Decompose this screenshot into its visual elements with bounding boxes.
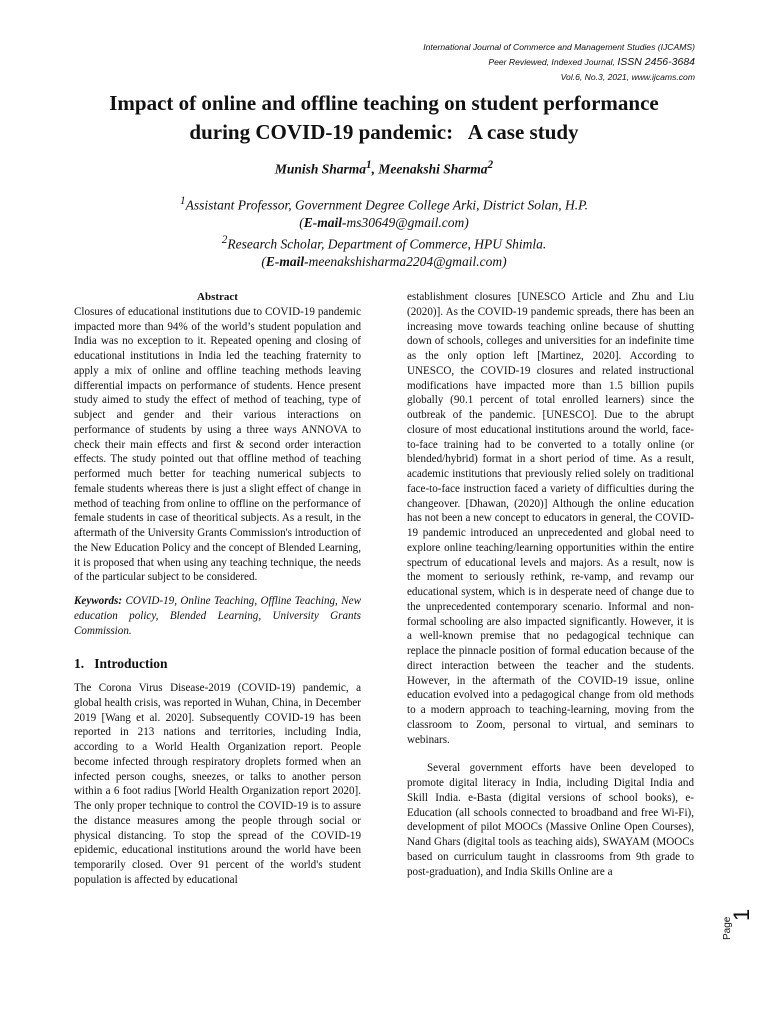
affiliation-2: [0, 232, 768, 253]
journal-header: [423, 40, 695, 85]
introduction-paragraph-1: The Corona Virus Disease-2019 (COVID-19) pandemic, a global health crisis, was reported in Wuhan, China, in December 2019 [Wang et al. 2020]. Subsequently COVID-19 has been reported in 213 nations and territories, including India, according to a World Health Organization report. People become infected through respiratory droplets formed when an infected person coughs, sneezes, or talks to another person within a 6 foot radius [World Health Organization report 2020]. The only proper technique to control the COVID-19 is to assure the distance measures among the people through social or physical distancing. To stop the spread of the COVID-19 epidemic, educational institutions around the world have been temporarily closed. Over 91 percent of the world's student population is affected by educational: [74, 682, 361, 886]
paper-title: [40, 89, 728, 147]
affiliation-1-email-label: E-mail-: [303, 215, 347, 230]
page-number-marker: [718, 885, 754, 945]
journal-issn: ISSN 2456-3684: [617, 56, 695, 68]
affiliation-2-email-address: meenakshisharma2204@gmail.com: [308, 253, 503, 269]
affiliation-2-email-label: E-mail-: [265, 253, 309, 269]
author-2-sup: 2: [487, 159, 494, 171]
journal-indexing-text: Peer Reviewed, Indexed Journal,: [488, 57, 618, 67]
paper-title-line1: Impact of online and offline teaching on student performance: [109, 91, 659, 115]
journal-indexing: [423, 55, 695, 70]
keywords: [74, 594, 361, 638]
keywords-label: Keywords:: [74, 595, 123, 607]
affiliation-1-email: (E-mail-ms30649@gmail.com): [299, 215, 469, 230]
abstract-body: Closures of educational institutions due to COVID-19 pandemic impacted more than 94% of the world’s student population and India was no exception to it. Repeated opening and closing of educational institutions in India led the teaching fraternity to apply a mix of online and offline teaching methods leaving differential impacts on performance of students. Hence present study aimed to study the effect of method of teaching, type of subject and gender and their various interactions on performance of students by using a three ways ANNOVA to check their main effects and first & second order interaction effects. The study pointed out that offline method of teaching performed much better for teaching numerical subjects to female students whereas there is just a slight effect of change in method of teaching from online to offline on the performance of female students in case of theoritical subjects. As a result, in the aftermath of the University Grants Commission's introduction of the New Education Policy and the concept of Blended Learning, it is proposed that when using any teaching technique, the needs of the particular subject to be considered.: [74, 305, 362, 584]
paper-title-line2: during COVID-19 pandemic: A case study: [189, 120, 579, 144]
page-label: Page: [722, 916, 733, 940]
affiliation-2-text: Research Scholar, Department of Commerce, HPU Shimla.: [227, 236, 547, 251]
introduction-paragraph-1-continued: establishment closures [UNESCO Article and Zhu and Liu (2020)]. As the COVID-19 pandemic spreads, there has been an increasing move towards teaching online because of shutting down of schools, colleges and universities for an indefinite time as the only option left [Martinez, 2020]. According to UNESCO, the COVID-19 closures and related instructional modifications have impacted more than 1.5 billion pupils globally (90.1 percent of total enrolled learners) since the outbreak of the pandemic. [UNESCO]. Due to the abrupt closure of most educational institutions around the world, face-to-face training had to be converted to a totally online (or blended/hybrid) format in a short period of time. As a result, academic institutions that previously relied solely on traditional face-to-face instruction faced a variety of difficulties during the changeover. [Dhawan, (2020)] Although the online education has not been a new concept to educators in general, the COVID-19 pandemic introduced an unprecedented and global need to explore online teaching/learning opportunities within the entire spectrum of educational levels and majors. As a result, now is the moment to seriously rethink, re-vamp, and revamp our educational system, which is in desperate need of change due to the unprecedented contemporary scenario. Informal and non-formal schooling are also impacted significantly. However, it is a well-known premise that no pedagogical technique can replace the pinnacle position of formal education because of the direct interaction between the teacher and the students. However, in the aftermath of the COVID-19 issue, online education evolved into a pedagogical change from old methods to a modern approach to teaching-learning, moving from the classroom to Zoom, personal to virtual, and seminars to webinars.: [407, 291, 694, 746]
journal-name: International Journal of Commerce and Management Studies (IJCAMS): [423, 42, 695, 52]
affiliation-1-sup: 1: [180, 195, 186, 207]
author-1-sup: 1: [366, 159, 372, 171]
introduction-paragraph-2: Several government efforts have been developed to promote digital literacy in India, including Digital India and Skill India. e-Basta (digital versions of school books), e-Education (all schools connected to broadband and free Wi-Fi), development of pilot MOOCs (Massive Online Open Courses), Nand Ghars (digital tools as teaching aids), SWAYAM (MOOCs based on curriculum taught in classrooms from 9th grade to post-graduation), and India Skills Online are a: [407, 762, 694, 878]
author-list: [0, 159, 768, 178]
author-1: Munish Sharma: [274, 161, 367, 177]
keywords-text: COVID-19, Online Teaching, Offline Teaching, New education policy, Blended Learning, University Grants Commission.: [74, 595, 361, 637]
left-column: [74, 290, 361, 888]
affiliations: [0, 193, 768, 270]
section-heading-introduction: 1. Introduction: [74, 656, 168, 672]
affiliation-1-email-address: ms30649@gmail.com: [346, 215, 465, 230]
abstract-heading: Abstract: [197, 291, 238, 303]
page-number: 1: [729, 908, 754, 921]
right-column: [407, 290, 694, 879]
affiliation-2-email: (E-mail-meenakshisharma2204@gmail.com): [261, 253, 507, 269]
affiliation-1-text: Assistant Professor, Government Degree College Arki, District Solan, H.P.: [185, 197, 588, 213]
author-separator: ,: [371, 161, 379, 177]
affiliation-1: [0, 193, 768, 214]
journal-volume: Vol.6, No.3, 2021, www.ijcams.com: [560, 72, 695, 82]
author-2: Meenakshi Sharma: [378, 161, 488, 177]
affiliation-2-sup: 2: [221, 233, 228, 246]
